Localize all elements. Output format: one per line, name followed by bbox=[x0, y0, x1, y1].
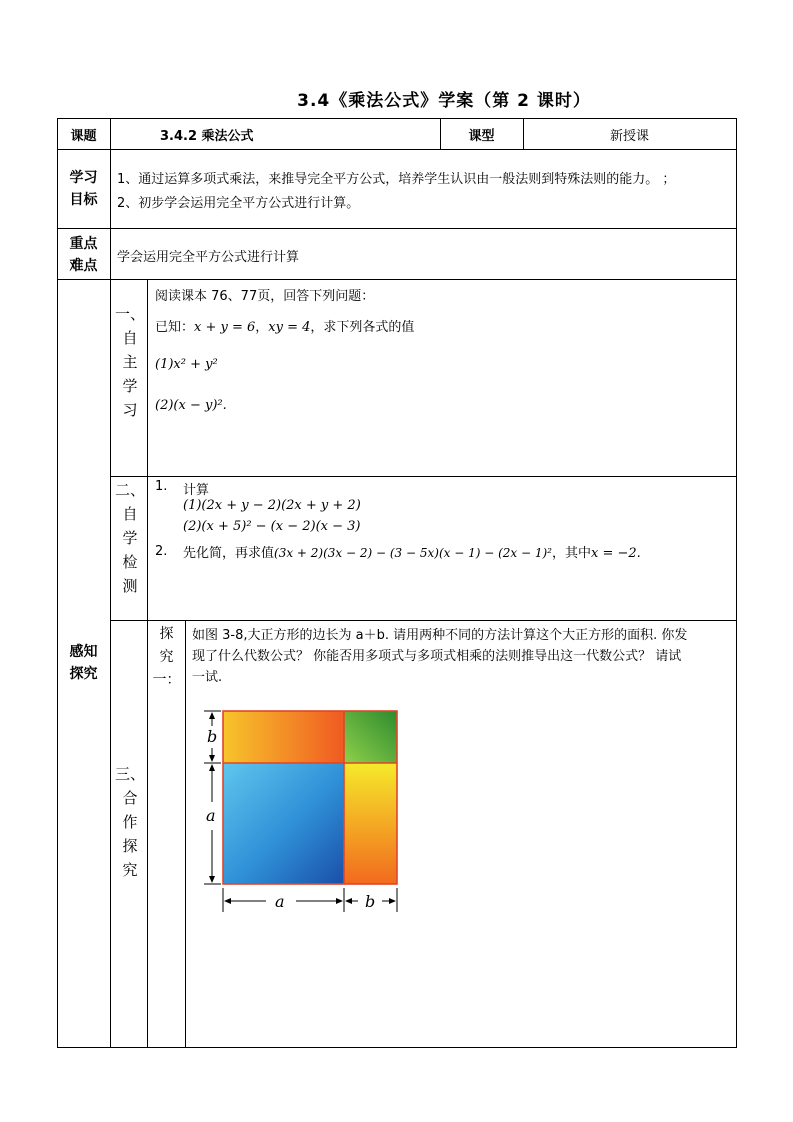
given-eq2: xy = 4 bbox=[268, 320, 311, 335]
section-label-char: 二、 bbox=[114, 481, 145, 499]
given-prefix: 已知： bbox=[155, 320, 195, 335]
section-label-char: 作 bbox=[122, 813, 138, 831]
bottom-label-b: b bbox=[365, 892, 376, 911]
section-label-char: 自 bbox=[122, 329, 138, 347]
exploration-line-1: 如图 3-8,大正方形的边长为 a＋b. 请用两种不同的方法计算这个大正方形的面积. 你发 bbox=[192, 628, 688, 643]
sub-label-char: 一： bbox=[152, 672, 181, 688]
table-rule bbox=[57, 149, 737, 150]
goal-line-2: 2、初步学会运用完全平方公式进行计算。 bbox=[117, 196, 360, 211]
section1-intro: 阅读课本 76、77页，回答下列问题： bbox=[155, 289, 375, 304]
item2-condition: x = −2 bbox=[591, 546, 637, 561]
arrow-head bbox=[389, 898, 396, 904]
sub-label-char: 究 bbox=[159, 649, 174, 665]
question-1: (1)x² + y² bbox=[155, 357, 218, 372]
side-label-b: b bbox=[207, 727, 218, 746]
explore-label bbox=[57, 641, 110, 685]
given-sep: ， bbox=[255, 320, 269, 335]
section-label-char: 自 bbox=[122, 505, 138, 523]
section-label-char: 一、 bbox=[114, 305, 145, 323]
right-rectangle-ab bbox=[344, 763, 397, 884]
bottom-label-a: a bbox=[275, 892, 285, 911]
side-label-a: a bbox=[206, 806, 216, 825]
arrow-head bbox=[224, 898, 231, 904]
sub-label-char: 探 bbox=[159, 626, 174, 642]
section-label-char: 三、 bbox=[114, 765, 145, 783]
item1-b: (2)(x + 5)² − (x − 2)(x − 3) bbox=[183, 519, 361, 534]
arrow-head bbox=[209, 712, 215, 719]
arrow-head bbox=[209, 876, 215, 883]
item2-text bbox=[183, 542, 641, 561]
section-label-char: 检 bbox=[122, 553, 138, 571]
arrow-head bbox=[345, 898, 352, 904]
exploration-one-label bbox=[148, 623, 185, 692]
section-label-char: 探 bbox=[122, 837, 138, 855]
focus-label-line: 难点 bbox=[69, 258, 98, 274]
section1-given bbox=[155, 316, 414, 335]
section-label-char: 合 bbox=[122, 789, 138, 807]
item2-suffix: . bbox=[636, 546, 641, 561]
exploration-line-2: 现了什么代数公式？ 你能否用多项式与多项式相乘的法则推导出这一代数公式？ 请试 bbox=[192, 649, 682, 664]
focus-label bbox=[57, 233, 110, 277]
goals-label bbox=[57, 167, 110, 211]
top-rectangle-ab bbox=[223, 711, 344, 763]
given-suffix: ，求下列各式的值 bbox=[310, 320, 415, 335]
goal-line-1: 1、通过运算多项式乘法，来推导完全平方公式，培养学生认识由一般法则到特殊法则的能力。 ； bbox=[117, 172, 676, 187]
exploration-line-3: 一试. bbox=[192, 670, 223, 685]
item2-prefix: 先化简，再求值 bbox=[183, 546, 275, 561]
section3-label bbox=[112, 762, 148, 882]
section1-label bbox=[112, 302, 148, 422]
item2-mid: ，其中 bbox=[551, 546, 591, 561]
arrow-head bbox=[209, 755, 215, 762]
section-label-char: 习 bbox=[122, 401, 138, 419]
topic-value: 3.4.2 乘法公式 bbox=[160, 129, 254, 144]
item2-expression: (3x + 2)(3x − 2) − (3 − 5x)(x − 1) − (2x − 1)² bbox=[274, 546, 552, 560]
goals-label-line: 目标 bbox=[69, 192, 98, 208]
section-label-char: 学 bbox=[122, 377, 138, 395]
section-label-char: 学 bbox=[122, 529, 138, 547]
item1-title: 计算 bbox=[183, 483, 210, 498]
table-rule bbox=[57, 228, 737, 229]
table-rule bbox=[110, 476, 737, 477]
goals-label-line: 学习 bbox=[69, 170, 98, 186]
table-border-top bbox=[57, 118, 737, 119]
section-label-char: 主 bbox=[122, 353, 138, 371]
given-eq1: x + y = 6 bbox=[194, 320, 256, 335]
item2-number: 2. bbox=[155, 544, 168, 559]
square-diagram bbox=[196, 700, 411, 920]
table-col-rule bbox=[110, 118, 111, 1048]
type-value: 新授课 bbox=[609, 129, 649, 144]
section-label-char: 测 bbox=[122, 577, 138, 595]
explore-label-line: 感知 bbox=[69, 644, 98, 660]
item1-number: 1. bbox=[155, 479, 168, 494]
explore-label-line: 探究 bbox=[69, 666, 98, 682]
table-border-bottom bbox=[57, 1047, 737, 1048]
small-square-bb bbox=[344, 711, 397, 763]
table-border-right bbox=[736, 118, 737, 1048]
table-rule bbox=[110, 620, 737, 621]
focus-text: 学会运用完全平方公式进行计算 bbox=[117, 250, 300, 265]
section-label-char: 究 bbox=[122, 861, 138, 879]
question-2: (2)(x − y)². bbox=[155, 398, 227, 413]
big-square-aa bbox=[223, 763, 344, 884]
item1-a: (1)(2x + y − 2)(2x + y + 2) bbox=[183, 498, 361, 513]
topic-label: 课题 bbox=[70, 129, 97, 144]
type-label: 课型 bbox=[468, 129, 495, 144]
section2-label bbox=[112, 478, 148, 598]
arrow-head bbox=[209, 764, 215, 771]
arrow-head bbox=[336, 898, 343, 904]
table-rule bbox=[57, 279, 737, 280]
table-col-rule bbox=[185, 620, 186, 1048]
page-title: 3.4《乘法公式》学案（第 2 课时） bbox=[297, 91, 591, 111]
focus-label-line: 重点 bbox=[69, 236, 98, 252]
